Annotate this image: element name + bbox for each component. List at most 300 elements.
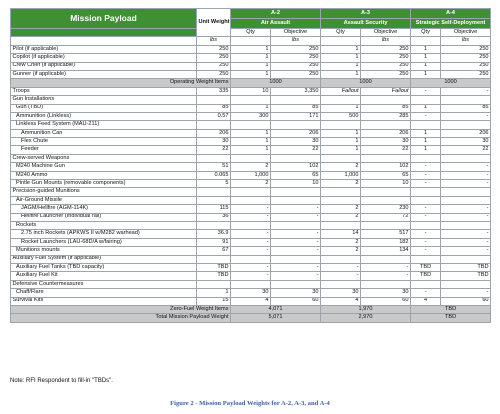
mission-payload-table	[10, 8, 491, 323]
a3-qty-cell: 1	[321, 62, 361, 70]
a2-qty-cell: 1	[231, 138, 271, 146]
a3-objective-cell: 134	[361, 247, 411, 255]
a4-objective-cell: -	[441, 213, 491, 221]
a4-qty-cell	[411, 255, 441, 263]
a2-subtotal: 5,071	[231, 314, 321, 322]
a2-objective-cell: 65	[271, 171, 321, 179]
row-label: Crew-served Weapons	[11, 154, 197, 162]
a3-objective-cell: 60	[361, 297, 411, 305]
row-label: Gun Installations	[11, 96, 197, 104]
table-body	[11, 45, 491, 322]
unit-weight-cell: 51	[197, 163, 231, 171]
a4-objective-cell: -	[441, 247, 491, 255]
subtotal-row	[11, 79, 491, 87]
unit-weight-cell	[197, 221, 231, 229]
a4-objective-cell: -	[441, 87, 491, 95]
a4-qty-cell: 1	[411, 54, 441, 62]
table-row	[11, 62, 491, 70]
a2-objective-cell	[271, 221, 321, 229]
a3-objective-cell: -	[361, 272, 411, 280]
table-row	[11, 221, 491, 229]
a4-qty-cell	[411, 196, 441, 204]
table-row	[11, 297, 491, 305]
row-label: Rockets	[11, 221, 197, 229]
table-row	[11, 129, 491, 137]
a2-objective-cell: 85	[271, 104, 321, 112]
a3-qty-cell: 1	[321, 146, 361, 154]
a3-qty-cell	[321, 96, 361, 104]
a3-objective-cell: 250	[361, 54, 411, 62]
row-label: Auxiliary Fuel System (if applicable)	[11, 255, 197, 263]
a2-qty-cell: 1,000	[231, 171, 271, 179]
a2-objective-cell	[271, 121, 321, 129]
a2-qty-cell	[231, 121, 271, 129]
a3-code: A-3	[321, 9, 411, 19]
a4-qty-cell: 4	[411, 297, 441, 305]
a3-objective-cell: 517	[361, 230, 411, 238]
title-spacer	[11, 29, 197, 37]
a3-objective-cell: 102	[361, 163, 411, 171]
row-label: M240 Ammo	[11, 171, 197, 179]
a3-qty-cell: 1	[321, 54, 361, 62]
unit-weight-cell: 1	[197, 289, 231, 297]
a2-objective-cell: 60	[271, 297, 321, 305]
a4-subtotal: 1000	[411, 79, 491, 87]
a3-qty-header: Qty	[321, 29, 361, 37]
a4-qty-cell: -	[411, 180, 441, 188]
a3-qty-cell: Fallout	[321, 87, 361, 95]
a3-subtotal: 2,970	[321, 314, 411, 322]
table-row	[11, 154, 491, 162]
table-row	[11, 138, 491, 146]
a2-objective-cell: 250	[271, 70, 321, 78]
a3-qty-cell: -	[321, 272, 361, 280]
a2-name: Air Assault	[231, 19, 321, 29]
a3-objective-cell	[361, 221, 411, 229]
a2-qty-header: Qty	[231, 29, 271, 37]
a3-name: Assault Security	[321, 19, 411, 29]
a3-qty-cell	[321, 154, 361, 162]
a2-obj-units: lbs	[271, 37, 321, 45]
a3-objective-cell: 85	[361, 104, 411, 112]
a2-qty-cell: 30	[231, 289, 271, 297]
a2-qty-cell: 2	[231, 163, 271, 171]
a2-objective-cell	[271, 196, 321, 204]
a4-qty-cell: -	[411, 289, 441, 297]
a4-objective-cell: -	[441, 171, 491, 179]
a3-qty-cell: 1	[321, 129, 361, 137]
row-label: 2.75 inch Rockets (APKWS II w/M282 warhead)	[11, 230, 197, 238]
a2-subtotal: 1000	[231, 79, 321, 87]
row-label: Troops	[11, 87, 197, 95]
a4-objective-cell	[441, 221, 491, 229]
row-label: JAGM/Hellfire (AGM-114K)	[11, 205, 197, 213]
a3-objective-cell	[361, 196, 411, 204]
a2-code: A-2	[231, 9, 321, 19]
unit-weight-cell	[197, 121, 231, 129]
row-label: Defensive Countermeasures	[11, 280, 197, 288]
a2-objective-cell: -	[271, 272, 321, 280]
unit-weight-cell: 0.57	[197, 112, 231, 120]
a4-qty-cell	[411, 96, 441, 104]
a4-objective-cell	[441, 255, 491, 263]
row-label: Munitions mounts	[11, 247, 197, 255]
table-row	[11, 180, 491, 188]
a3-qty-cell: -	[321, 263, 361, 271]
a4-qty-cell: 1	[411, 138, 441, 146]
unit-weight-cell: 250	[197, 45, 231, 53]
a4-qty-cell: -	[411, 205, 441, 213]
a2-objective-cell	[271, 154, 321, 162]
a4-qty-cell: TBD	[411, 272, 441, 280]
a4-objective-cell: TBD	[441, 263, 491, 271]
a3-qty-cell: 1	[321, 70, 361, 78]
a3-qty-cell: 2	[321, 205, 361, 213]
a2-qty-cell: 300	[231, 112, 271, 120]
table-row	[11, 188, 491, 196]
a4-qty-cell: -	[411, 238, 441, 246]
a3-objective-header: Objective	[361, 29, 411, 37]
a4-subtotal: TBD	[411, 305, 491, 313]
table-row	[11, 54, 491, 62]
unit-weight-cell: 250	[197, 54, 231, 62]
a3-qty-units	[321, 37, 361, 45]
unit-weight-cell	[197, 196, 231, 204]
table-row	[11, 213, 491, 221]
a2-qty-cell	[231, 196, 271, 204]
unit-weight-cell	[197, 96, 231, 104]
row-label: Chaff/Flare	[11, 289, 197, 297]
a2-objective-cell	[271, 96, 321, 104]
a2-qty-cell: 1	[231, 104, 271, 112]
a4-objective-cell	[441, 121, 491, 129]
a3-objective-cell: 250	[361, 45, 411, 53]
a4-objective-cell	[441, 188, 491, 196]
a4-qty-cell	[411, 280, 441, 288]
a3-qty-cell: 500	[321, 112, 361, 120]
unit-weight-cell: 15	[197, 297, 231, 305]
a2-objective-header: Objective	[271, 29, 321, 37]
a2-qty-cell: -	[231, 213, 271, 221]
row-label: Feeder	[11, 146, 197, 154]
a4-code: A-4	[411, 9, 491, 19]
unit-weight-units: lbs	[197, 37, 231, 45]
a4-qty-cell	[411, 188, 441, 196]
a2-objective-cell: -	[271, 247, 321, 255]
unit-weight-cell: 85	[197, 104, 231, 112]
a3-objective-cell: Fallout	[361, 87, 411, 95]
a2-objective-cell: 171	[271, 112, 321, 120]
a4-objective-cell: 250	[441, 54, 491, 62]
a2-qty-cell: -	[231, 238, 271, 246]
row-label: Ammunition Can	[11, 129, 197, 137]
a4-objective-header: Objective	[441, 29, 491, 37]
a4-qty-cell: TBD	[411, 263, 441, 271]
table-row	[11, 87, 491, 95]
a2-objective-cell: 30	[271, 289, 321, 297]
a4-qty-cell: -	[411, 213, 441, 221]
a4-objective-cell: 30	[441, 138, 491, 146]
row-label: Air-Ground Missile	[11, 196, 197, 204]
table-row	[11, 263, 491, 271]
table-row	[11, 196, 491, 204]
unit-weight-cell: 67	[197, 247, 231, 255]
a3-qty-cell	[321, 280, 361, 288]
a3-objective-cell: 250	[361, 62, 411, 70]
a2-objective-cell: -	[271, 238, 321, 246]
a4-objective-cell: 250	[441, 62, 491, 70]
a2-qty-cell: -	[231, 247, 271, 255]
a2-qty-cell: -	[231, 272, 271, 280]
table-row	[11, 289, 491, 297]
a4-objective-cell: -	[441, 180, 491, 188]
a4-name: Strategic Self-Deployment	[411, 19, 491, 29]
a2-qty-cell: 4	[231, 297, 271, 305]
a4-qty-cell: 1	[411, 45, 441, 53]
row-label: Auxiliary Fuel Tanks (TBD capacity)	[11, 263, 197, 271]
table-row	[11, 280, 491, 288]
a4-qty-cell: -	[411, 163, 441, 171]
a4-qty-cell: -	[411, 171, 441, 179]
table-row	[11, 121, 491, 129]
a3-objective-cell: 72	[361, 213, 411, 221]
row-label: Copilot (if applicable)	[11, 54, 197, 62]
a3-objective-cell: 30	[361, 289, 411, 297]
table-row	[11, 45, 491, 53]
a4-qty-cell: -	[411, 112, 441, 120]
table-row	[11, 104, 491, 112]
a4-objective-cell: -	[441, 112, 491, 120]
unit-weight-cell: 30	[197, 138, 231, 146]
table-row	[11, 230, 491, 238]
unit-weight-cell: 250	[197, 70, 231, 78]
a4-qty-cell: 1	[411, 146, 441, 154]
row-label: Crew Chief (if applicable)	[11, 62, 197, 70]
table-row	[11, 238, 491, 246]
a2-objective-cell: 250	[271, 45, 321, 53]
a2-qty-cell: -	[231, 263, 271, 271]
a3-objective-cell: 230	[361, 205, 411, 213]
a2-objective-cell	[271, 255, 321, 263]
a4-qty-cell	[411, 221, 441, 229]
a2-objective-cell: -	[271, 213, 321, 221]
a2-qty-cell	[231, 96, 271, 104]
a4-objective-cell: 250	[441, 70, 491, 78]
a4-objective-cell	[441, 96, 491, 104]
a2-objective-cell	[271, 188, 321, 196]
a2-objective-cell: -	[271, 263, 321, 271]
table-row	[11, 171, 491, 179]
a4-objective-cell	[441, 154, 491, 162]
table-row	[11, 163, 491, 171]
a2-objective-cell: 22	[271, 146, 321, 154]
a2-qty-cell: 1	[231, 45, 271, 53]
a4-objective-cell: -	[441, 238, 491, 246]
subtotal-label: Operating Weight Items	[11, 79, 231, 87]
a2-qty-cell	[231, 154, 271, 162]
a2-qty-cell	[231, 255, 271, 263]
a2-objective-cell: 102	[271, 163, 321, 171]
unit-weight-cell: 206	[197, 129, 231, 137]
row-label: Pintle Gun Mounts (removable components)	[11, 180, 197, 188]
a3-objective-cell: 10	[361, 180, 411, 188]
a3-objective-cell: 22	[361, 146, 411, 154]
note-text: Note: RFI Respondent to fill-in "TBDs".	[10, 378, 113, 384]
subtotal-row	[11, 314, 491, 322]
a4-qty-cell: 1	[411, 62, 441, 70]
row-label: Gun (TBD)	[11, 104, 197, 112]
a3-objective-cell	[361, 121, 411, 129]
a2-qty-cell: -	[231, 230, 271, 238]
a2-qty-cell: 1	[231, 70, 271, 78]
table-row	[11, 70, 491, 78]
a3-qty-cell: 2	[321, 238, 361, 246]
a3-qty-cell	[321, 255, 361, 263]
table-row	[11, 146, 491, 154]
a2-subtotal: 4,071	[231, 305, 321, 313]
unit-weight-cell: 335	[197, 87, 231, 95]
row-label: M240 Machine Gun	[11, 163, 197, 171]
a3-subtotal: 1000	[321, 79, 411, 87]
a4-qty-cell: -	[411, 247, 441, 255]
a4-qty-cell: 1	[411, 70, 441, 78]
a4-obj-units: lbs	[441, 37, 491, 45]
a2-objective-cell: 10	[271, 180, 321, 188]
units-spacer	[11, 37, 197, 45]
a3-qty-cell: 1	[321, 104, 361, 112]
unit-weight-cell: 36	[197, 213, 231, 221]
a2-qty-cell: 1	[231, 54, 271, 62]
subtotal-label: Total Mission Payload Weight	[11, 314, 231, 322]
unit-weight-header: Unit Weight	[197, 9, 231, 37]
a2-qty-cell: -	[231, 205, 271, 213]
row-label: Ammunition (Linkless)	[11, 112, 197, 120]
a2-objective-cell: -	[271, 230, 321, 238]
a4-objective-cell: -	[441, 163, 491, 171]
unit-weight-cell	[197, 154, 231, 162]
a2-objective-cell: 250	[271, 54, 321, 62]
a2-objective-cell: -	[271, 205, 321, 213]
a2-objective-cell: 250	[271, 62, 321, 70]
unit-weight-cell: TBD	[197, 272, 231, 280]
a3-qty-cell: 2	[321, 247, 361, 255]
table-row	[11, 96, 491, 104]
subtotal-label: Zero-Fuel Weight Items	[11, 305, 231, 313]
a2-qty-cell: 10	[231, 87, 271, 95]
a2-qty-cell: 2	[231, 180, 271, 188]
a2-objective-cell: 3,350	[271, 87, 321, 95]
a4-objective-cell: 60	[441, 297, 491, 305]
a3-objective-cell: -	[361, 263, 411, 271]
a4-objective-cell: 22	[441, 146, 491, 154]
unit-weight-cell	[197, 188, 231, 196]
a3-qty-cell: 1	[321, 138, 361, 146]
a3-qty-cell: 14	[321, 230, 361, 238]
a4-qty-cell	[411, 154, 441, 162]
a2-qty-cell	[231, 221, 271, 229]
row-label: Precision-guided Munitions	[11, 188, 197, 196]
a3-objective-cell	[361, 96, 411, 104]
a3-objective-cell: 182	[361, 238, 411, 246]
row-label: Auxiliary Fuel Kit	[11, 272, 197, 280]
a3-objective-cell	[361, 255, 411, 263]
a4-objective-cell: 250	[441, 45, 491, 53]
unit-weight-cell: 36.9	[197, 230, 231, 238]
table-row	[11, 272, 491, 280]
a4-objective-cell: 85	[441, 104, 491, 112]
a3-qty-cell: 30	[321, 289, 361, 297]
a4-qty-cell: -	[411, 87, 441, 95]
a3-qty-cell: 1,000	[321, 171, 361, 179]
subtotal-row	[11, 305, 491, 313]
table-title: Mission Payload	[11, 9, 197, 29]
a3-qty-cell: 2	[321, 180, 361, 188]
a3-objective-cell: 30	[361, 138, 411, 146]
a4-qty-cell: 1	[411, 104, 441, 112]
unit-weight-cell	[197, 280, 231, 288]
table-row	[11, 247, 491, 255]
a4-qty-units	[411, 37, 441, 45]
row-label: Flex Chute	[11, 138, 197, 146]
a4-objective-cell	[441, 196, 491, 204]
table-row	[11, 112, 491, 120]
unit-weight-cell: 250	[197, 62, 231, 70]
row-label: Linkless Feed System (MAU-211)	[11, 121, 197, 129]
a3-objective-cell: 206	[361, 129, 411, 137]
a2-qty-units	[231, 37, 271, 45]
a4-objective-cell: 206	[441, 129, 491, 137]
table-row	[11, 205, 491, 213]
a4-qty-cell: 1	[411, 129, 441, 137]
a4-qty-cell: -	[411, 230, 441, 238]
figure-caption: Figure 2 - Mission Payload Weights for A-2, A-3, and A-4	[170, 400, 330, 407]
a4-objective-cell: -	[441, 205, 491, 213]
unit-weight-cell	[197, 255, 231, 263]
unit-weight-cell: 91	[197, 238, 231, 246]
a4-qty-header: Qty	[411, 29, 441, 37]
table-row	[11, 255, 491, 263]
a3-qty-cell	[321, 196, 361, 204]
a3-objective-cell	[361, 188, 411, 196]
a2-qty-cell: 1	[231, 129, 271, 137]
a2-qty-cell	[231, 188, 271, 196]
unit-weight-cell: 22	[197, 146, 231, 154]
a2-qty-cell: 1	[231, 146, 271, 154]
a3-objective-cell: 65	[361, 171, 411, 179]
row-label: Pilot (if applicable)	[11, 45, 197, 53]
a4-objective-cell	[441, 280, 491, 288]
a3-qty-cell: 2	[321, 213, 361, 221]
a3-obj-units: lbs	[361, 37, 411, 45]
row-label: Hellfire Launcher (Individual rail)	[11, 213, 197, 221]
a2-objective-cell: 30	[271, 138, 321, 146]
row-label: Rocket Launchers (LAU-68D/A w/fairing)	[11, 238, 197, 246]
unit-weight-cell: 0.065	[197, 171, 231, 179]
a2-qty-cell	[231, 280, 271, 288]
a4-objective-cell: -	[441, 230, 491, 238]
a3-objective-cell: 250	[361, 70, 411, 78]
a3-qty-cell: 4	[321, 297, 361, 305]
a3-subtotal: 1,970	[321, 305, 411, 313]
a3-qty-cell	[321, 221, 361, 229]
a3-qty-cell: 2	[321, 163, 361, 171]
a4-subtotal: TBD	[411, 314, 491, 322]
a3-objective-cell	[361, 154, 411, 162]
a3-qty-cell	[321, 188, 361, 196]
a2-objective-cell: 206	[271, 129, 321, 137]
a3-qty-cell	[321, 121, 361, 129]
a4-objective-cell: TBD	[441, 272, 491, 280]
